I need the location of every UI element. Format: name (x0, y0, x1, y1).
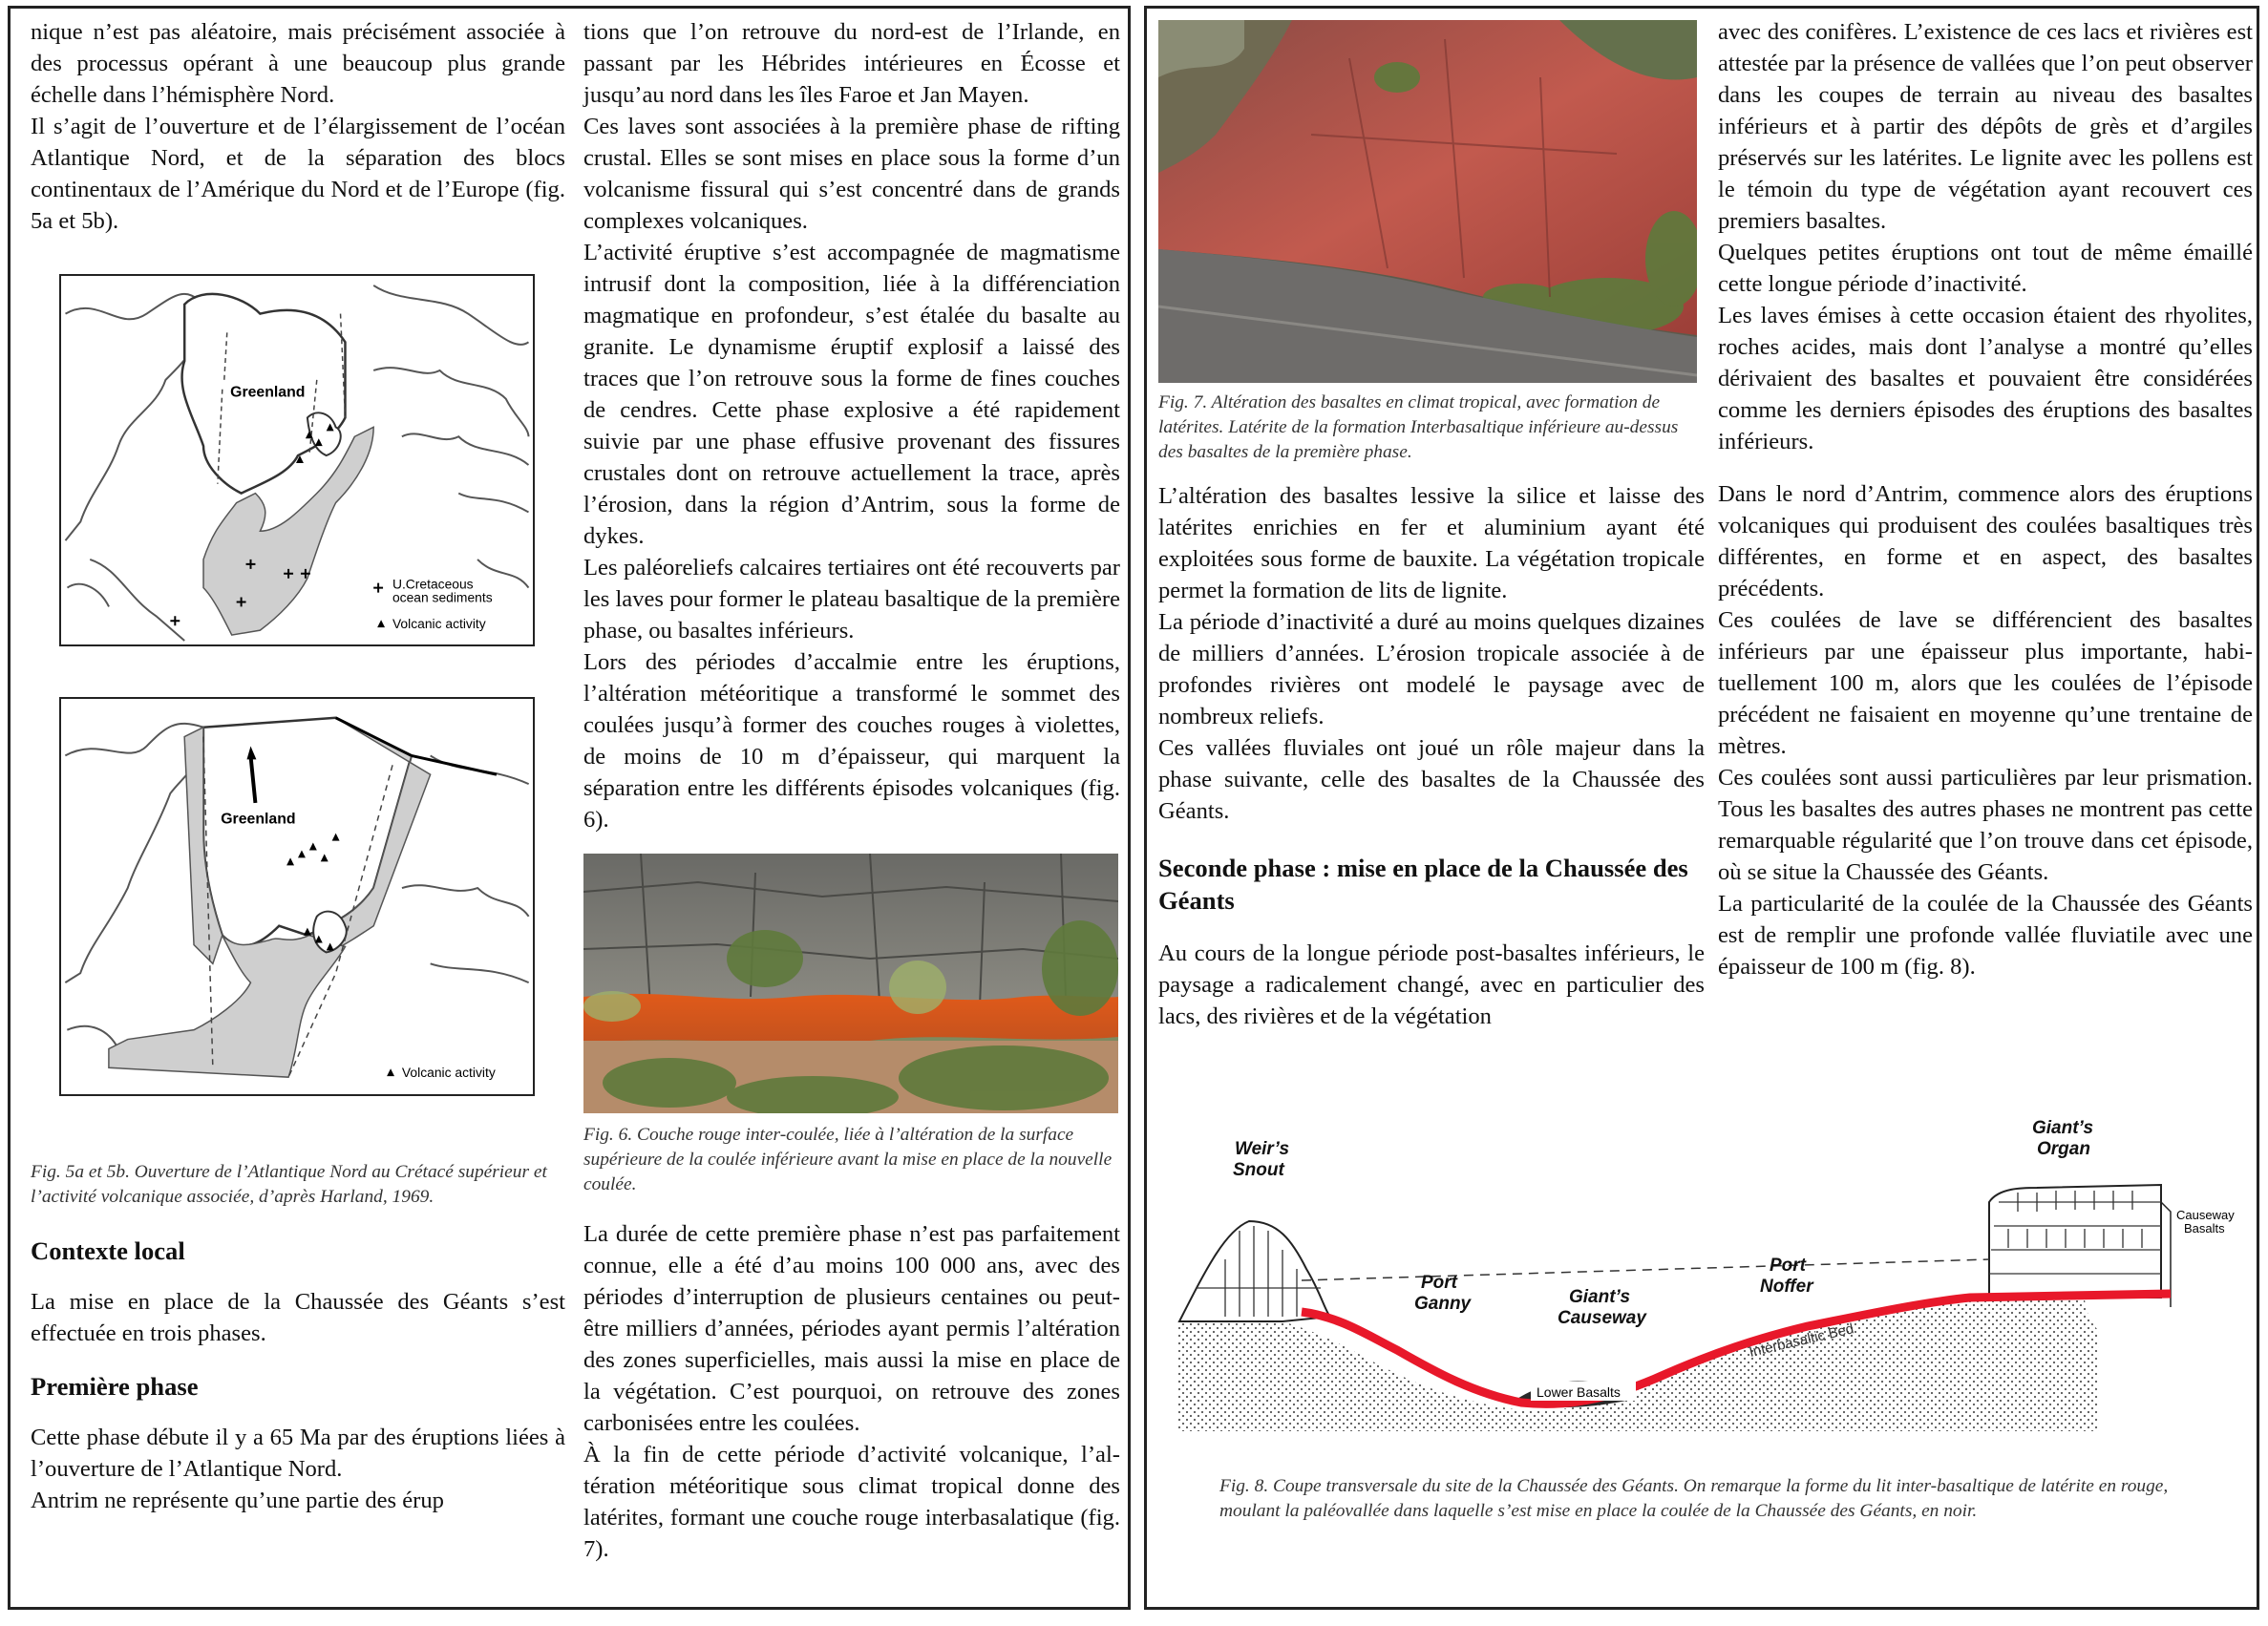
right-col2-paragraph-2: Quelques petites éruptions ont tout de même émaillé cette longue période d’inactivité. (1718, 240, 2253, 297)
fig8-cross-section (1158, 1116, 2257, 1441)
legend-volcanic: Volcanic activity (401, 1065, 496, 1081)
greenland-label: Greenland (230, 384, 306, 401)
right-col2-paragraph-3: Les laves émises à cette occasion étaient des rhyolites, roches acides, mais dont l’analyse a montré qu’elles dérivaient des basaltes et pouvaient être considérées comme les derniers épisodes des éruptions des basaltes inférieurs. (1718, 303, 2253, 454)
label-giants-organ-1: Giant’s (2032, 1118, 2094, 1138)
label-causeway-basalts-2: Basalts (2184, 1221, 2225, 1235)
legend-volcanic: Volcanic activity (392, 616, 486, 632)
intro-paragraph: nique n’est pas aléatoire, mais précisément associée à des processus opérant à une beaucoup plus grande échelle dans l’hémisphère Nord. (31, 19, 565, 108)
right-col2-paragraph-5: Ces coulées de lave se différencient des basaltes inférieurs par une épaisseur plus importante, habituellement 100 m, alors que les coulées de l’épisode précédent ne faisaient en moyenne qu’une trentaine de mètres. (1718, 607, 2253, 759)
col2-paragraph-7: À la fin de cette période d’activité volcanique, l’altération météoritique sous climat tropical donne des latérites, formant une couche rouge interbasalatique (fig. 7). (583, 1442, 1120, 1562)
right-col1-paragraph-3: Ces vallées fluviales ont joué un rôle majeur dans la phase suivante, celle des basaltes de la Chaussée des Géants. (1158, 735, 1705, 824)
label-giants-organ-2: Organ (2037, 1139, 2090, 1159)
contexte-paragraph: La mise en place de la Chaussée des Géants s’est effectuée en trois phases. (31, 1289, 565, 1346)
atlantic-paragraph: Il s’agit de l’ouverture et de l’élargissement de l’océan Atlantique Nord, et de la séparation des blocs continentaux de l’Amérique du Nord et de l’Europe (fig. 5a et 5b). (31, 114, 565, 234)
label-port-noffer-1: Port (1770, 1256, 1806, 1276)
right-column-2 (1718, 16, 2253, 982)
fig5a-map (59, 274, 535, 646)
premiere-paragraph: Cette phase débute il y a 65 Ma par des éruptions liées à l’ouverture de l’Atlantique Nord. (31, 1425, 565, 1482)
label-port-noffer-2: Noffer (1760, 1277, 1813, 1297)
label-weirs-snout-2: Snout (1233, 1160, 1284, 1180)
fig8-caption: Fig. 8. Coupe transversale du site de la Chaussée des Géants. On remarque la forme du lit inter-basaltique de latérite en rouge, moulant la paléovallée dans laquelle s’est mise en place la coulée de la Chaussée des Géants, en noir. (1219, 1476, 2169, 1521)
label-causeway-basalts-1: Causeway (2176, 1208, 2235, 1222)
right-col1-paragraph-1: L’altération des basaltes lessive la silice et laisse des latérites enrichies en fer et aluminium ayant été exploitées sous forme de bauxite. La végétation tropicale permet la formation de lits de lignite. (1158, 483, 1705, 603)
right-col2-paragraph-4: Dans le nord d’Antrim, commence alors des éruptions volcaniques qui produisent des coulées basaltiques très différentes, en forme et en aspect, des basaltes précédents. (1718, 481, 2253, 602)
right-col2-paragraph-7: La particularité de la coulée de la Chaussée des Géants est de remplir une profonde vallée fluviatile avec une épaisseur de 100 m (fig. 8). (1718, 891, 2253, 980)
legend-sediments-line1: U.Cretaceous (392, 576, 474, 592)
right-col1-paragraph-2: La période d’inactivité a duré au moins quelques dizaines de milliers d’années. L’érosion tropicale associée à de profondes rivières ont modelé le paysage avec de nombreux reliefs. (1158, 609, 1705, 729)
right-column-1 (1158, 391, 1705, 1032)
left-column-2 (583, 16, 1120, 835)
left-column-2-lower (583, 1123, 1120, 1565)
left-column-1 (31, 16, 565, 237)
heading-premiere-phase: Première phase (31, 1372, 199, 1401)
ocean-area (109, 936, 346, 1078)
label-port-ganny-2: Ganny (1414, 1294, 1472, 1314)
fig7-caption: Fig. 7. Altération des basaltes en climat tropical, avec formation de latérites. Latérite de la formation Interbasaltique inférieure au-dessus des basaltes de la première phase. (1158, 392, 1679, 462)
label-port-ganny-1: Port (1421, 1273, 1457, 1293)
greenland-label: Greenland (221, 811, 296, 828)
left-column-1-lower (31, 1160, 565, 1516)
right-col2-paragraph-1: avec des conifères. L’existence de ces lacs et rivières est attestée par la présence de vallées que l’on peut observer dans les coupes de terrain au niveau des basaltes inférieurs et à partir des dépôts de grès et d’argiles préservés sur les latérites. Le lignite avec les pollens est le témoin du type de végétation ayant recouvert ces premiers basaltes. (1718, 19, 2253, 234)
right-col1-paragraph-4: Au cours de la longue période post-basaltes inférieurs, le paysage a radicalement changé, avec en particulier des lacs, des rivières et de la végétation (1158, 940, 1705, 1029)
label-lower-basalts: Lower Basalts (1537, 1384, 1621, 1400)
fig7-photo (1158, 20, 1697, 383)
col2-paragraph-5: Lors des périodes d’accalmie entre les éruptions, l’altération météoritique a transformé le sommet des coulées jusqu’à former des couches rouges à violettes, de moins de 10 m d’épaisseur, qui marquent la séparation entre les différents épisodes volcaniques (fig. 6). (583, 649, 1120, 833)
legend-sediments-line2: ocean sediments (392, 589, 493, 605)
col2-paragraph-4: Les paléoreliefs calcaires tertiaires ont été recouverts par les laves pour former le plateau basaltique de la première phase, ou basaltes inférieurs. (583, 555, 1120, 644)
fig8-caption-block (1219, 1474, 2174, 1524)
heading-seconde-phase: Seconde phase : mise en place de la Chaussée des Géants (1158, 854, 1688, 915)
col2-paragraph-6: La durée de cette première phase n’est pas parfaitement connue, elle a été d’au moins 100 000 ans, avec des périodes d’interruption de plusieurs centaines ou peut-être milliers d’années, périodes ayant permis l’altération des zones superficielles, mais aussi la mise en place de la végétation. C’est pourquoi, on retrouve des zones carbonisées entre les coulées. (583, 1221, 1120, 1436)
label-interbasaltic-bed: Interbasaltic Bed (1748, 1320, 1855, 1361)
col2-paragraph-2: Ces laves sont associées à la première phase de rifting crustal. Elles se sont mises en place sous la forme d’un volcanisme fissural qui s’est concentré dans de grands complexes volcaniques. (583, 114, 1120, 234)
label-weirs-snout-1: Weir’s (1235, 1139, 1290, 1159)
label-giants-causeway-2: Causeway (1558, 1308, 1646, 1328)
label-giants-causeway-1: Giant’s (1569, 1287, 1631, 1307)
col2-paragraph-3: L’activité éruptive s’est accompagnée de magmatisme intrusif dont la composition, liée à la différenciation magmatique en profondeur, s’est étalée du basalte au granite. Le dynamisme éruptif explosif a laissé des traces que l’on retrouve sous la forme de fines couches de cendres. Cette phase explosive a été rapidement suivie par une phase effusive provenant des fissures crustales dont on retrouve actuellement la trace, après l’érosion, dans la région d’Antrim, sous la forme de dykes. (583, 240, 1120, 549)
heading-contexte-local: Contexte local (31, 1236, 185, 1265)
fig6-caption: Fig. 6. Couche rouge inter-coulée, liée à l’altération de la surface supérieure de la coulée inférieure avant la mise en place de la nouvelle coulée. (583, 1125, 1113, 1194)
greenland-landmass (203, 718, 412, 946)
right-page (1144, 6, 2259, 1610)
col2-paragraph-1: tions que l’on retrouve du nord-est de l’Irlande, en passant par les Hébrides intérieures en Écosse et jusqu’au nord dans les îles Faroe et Jan Mayen. (583, 19, 1120, 108)
fig5-caption: Fig. 5a et 5b. Ouverture de l’Atlantique Nord au Crétacé supérieur et l’activité volcanique associée, d’après Harland, 1969. (31, 1162, 547, 1207)
right-col2-paragraph-6: Ces coulées sont aussi particulières par leur prismation. Tous les basaltes des autres phases ne montrent pas cette remarquable régularité que l’on trouve dans cet épisode, où se situe la Chaussée des Géants. (1718, 765, 2253, 885)
fig5b-map (59, 697, 535, 1096)
antrim-paragraph: Antrim ne représente qu’une partie des érup (31, 1488, 444, 1513)
fig6-photo (583, 854, 1118, 1113)
left-page (8, 6, 1131, 1610)
